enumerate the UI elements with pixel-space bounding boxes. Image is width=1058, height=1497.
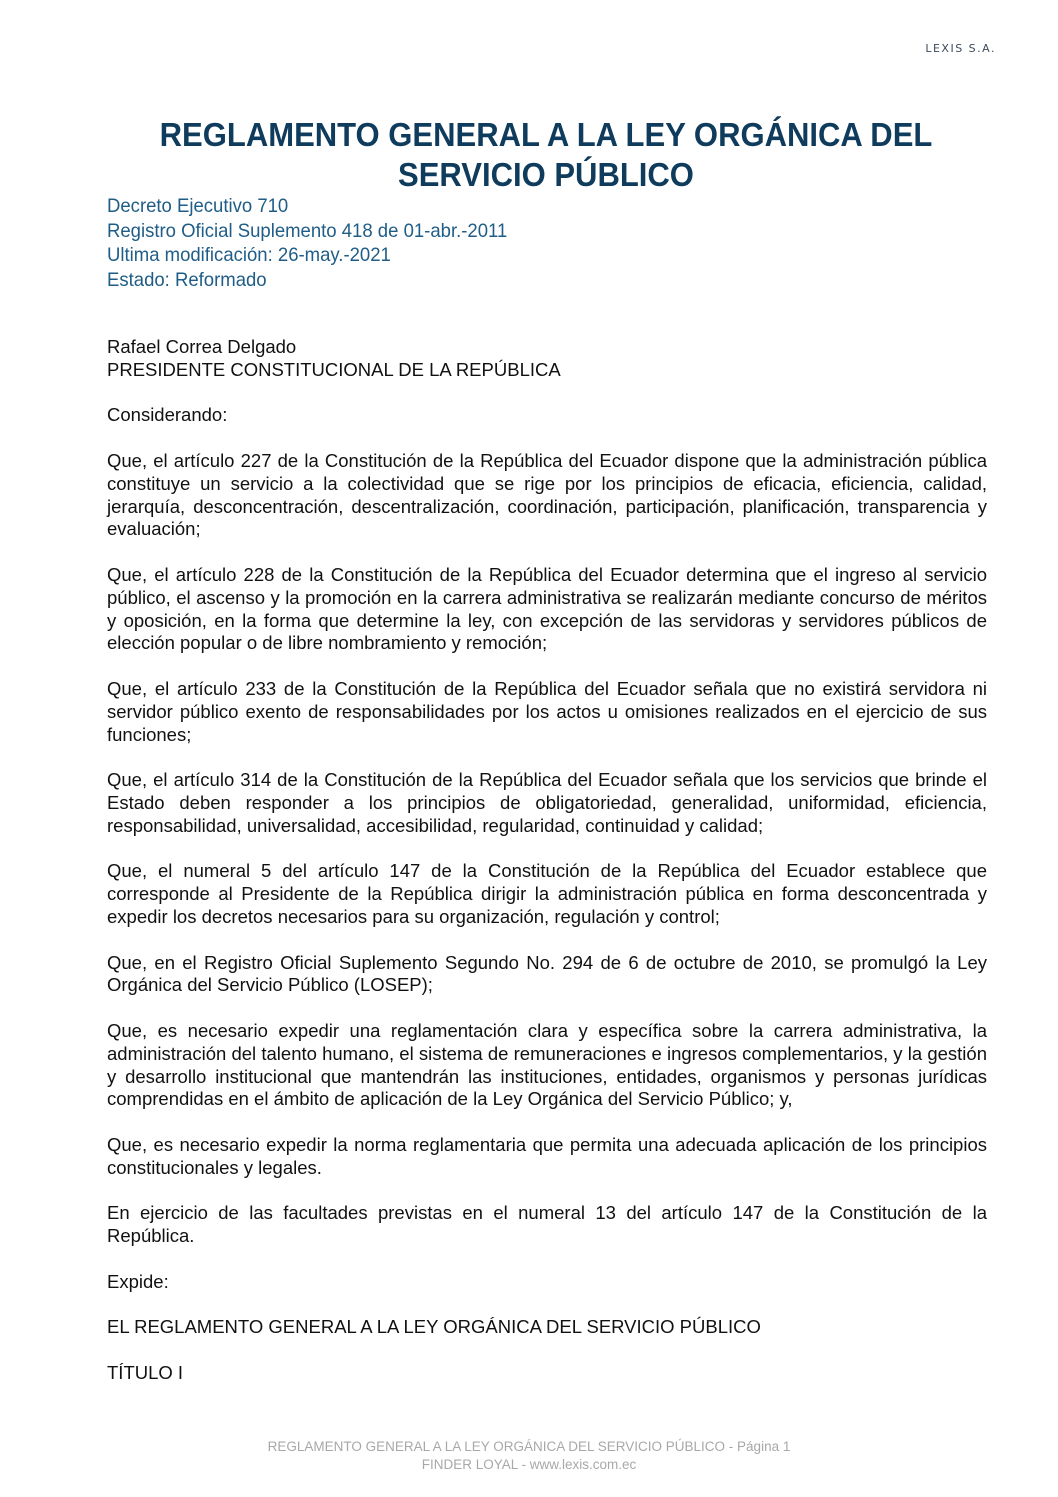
paragraph: En ejercicio de las facultades previstas en el numeral 13 del artículo 147 de la Constitución de la República. [107,1202,987,1247]
footer-page-info: REGLAMENTO GENERAL A LA LEY ORGÁNICA DEL SERVICIO PÚBLICO - Página 1 [267,1439,791,1454]
signer-name: Rafael Correa Delgado [107,336,297,357]
title-line-1: REGLAMENTO GENERAL A LA LEY ORGÁNICA DEL [159,116,933,153]
document-status: Estado: Reformado [107,268,267,291]
paragraph: Que, es necesario expedir la norma reglamentaria que permita una adecuada aplicación de los principios constitucionales y legales. [107,1133,987,1178]
signer-title: PRESIDENTE CONSTITUCIONAL DE LA REPÚBLICA [107,358,561,380]
brand-label: LEXIS S.A. [925,42,996,55]
last-modified: Ultima modificación: 26-may.-2021 [107,244,391,266]
title-heading: TÍTULO I [107,1361,184,1383]
page-footer [0,1438,1058,1474]
document-metadata [107,194,528,292]
considering-label: Considerando: [107,404,228,426]
paragraph: Que, el numeral 5 del artículo 147 de la Constitución de la República del Ecuador establece que corresponde al Presidente de la República dirigir la administración pública en forma desconcentrada y expedir los decretos necesarios para su organización, regulación y control; [107,860,987,927]
registry-info: Registro Oficial Suplemento 418 de 01-abr.-2011 [107,219,508,242]
decree-number: Decreto Ejecutivo 710 [107,195,289,217]
footer-source: FINDER LOYAL - www.lexis.com.ec [421,1457,637,1472]
document-title [127,115,965,195]
issues-label: Expide: [107,1270,169,1292]
title-line-2: SERVICIO PÚBLICO [398,156,694,193]
regulation-heading: EL REGLAMENTO GENERAL A LA LEY ORGÁNICA DEL SERVICIO PÚBLICO [107,1316,761,1338]
document-body [107,336,987,1407]
paragraph: Que, el artículo 227 de la Constitución de la República del Ecuador dispone que la administración pública constituye un servicio a la colectividad que se rige por los principios de eficacia, eficiencia, calidad, jerarquía, desconcentración, descentralización, coordinación, participación, planificación, transparencia y evaluación; [107,449,987,540]
paragraph: Que, en el Registro Oficial Suplemento Segundo No. 294 de 6 de octubre de 2010, se promulgó la Ley Orgánica del Servicio Público (LOSEP); [107,951,987,996]
paragraph: Que, el artículo 233 de la Constitución de la República del Ecuador señala que no existirá servidora ni servidor público exento de responsabilidades por los actos u omisiones realizados en el ejercicio de sus funciones; [107,677,987,745]
paragraph: Que, el artículo 314 de la Constitución de la República del Ecuador señala que los servicios que brinde el Estado deben responder a los principios de obligatoriedad, generalidad, uniformidad, eficiencia, responsabilidad, universalidad, accesibilidad, regularidad, continuidad y calidad; [107,769,987,836]
paragraph: Que, es necesario expedir una reglamentación clara y específica sobre la carrera administrativa, la administración del talento humano, el sistema de remuneraciones e ingresos complementarios, y la gestión y desarrollo institucional que mantendrán las instituciones, entidades, organismos y personas jurídicas comprendidas en el ámbito de aplicación de la Ley Orgánica del Servicio Público; y, [107,1019,987,1110]
paragraph: Que, el artículo 228 de la Constitución de la República del Ecuador determina que el ingreso al servicio público, el ascenso y la promoción en la carrera administrativa se realizarán mediante concurso de méritos y oposición, en la forma que determine la ley, con excepción de las servidoras y servidores públicos de elección popular o de libre nombramiento y remoción; [107,563,987,654]
